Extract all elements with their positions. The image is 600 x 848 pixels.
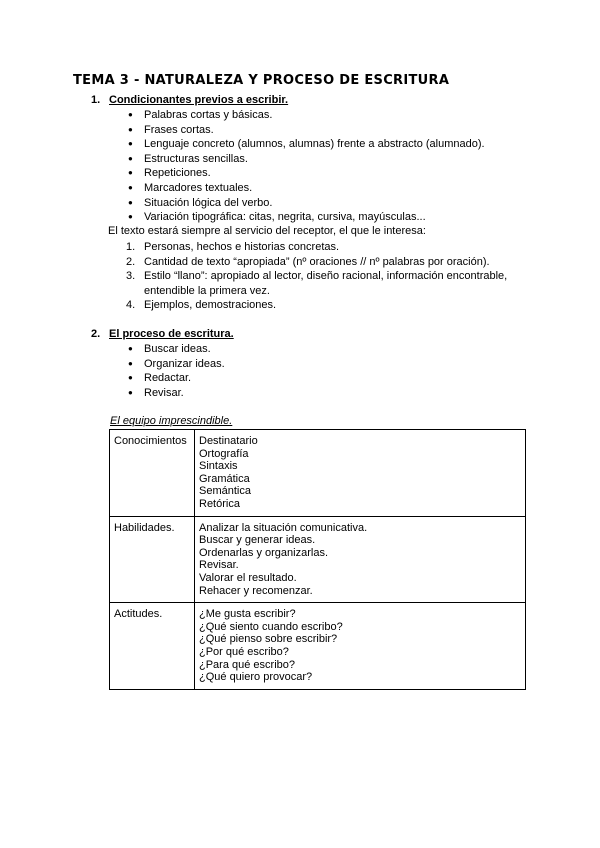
list-item: ● Organizar ideas. bbox=[128, 357, 225, 372]
equipment-table bbox=[109, 429, 526, 690]
item-number: 2. bbox=[126, 255, 136, 268]
section-1-title: Condicionantes previos a escribir. bbox=[109, 94, 289, 106]
section-2-bullet-list bbox=[128, 342, 225, 400]
list-item: ● Redactar. bbox=[128, 371, 225, 386]
table-row bbox=[110, 603, 526, 690]
item-number: 3. bbox=[126, 270, 136, 283]
section-1-number: 1. bbox=[91, 94, 101, 106]
section-1-intro: El texto estará siempre al servicio del receptor, el que le interesa: bbox=[108, 225, 426, 237]
list-item bbox=[126, 298, 526, 313]
row-items bbox=[195, 603, 526, 690]
cell-line: Buscar y generar ideas. bbox=[199, 534, 316, 547]
cell-line: ¿Qué siento cuando escribo? bbox=[199, 620, 343, 633]
section-2-number: 2. bbox=[91, 328, 101, 340]
row-items bbox=[195, 516, 526, 603]
list-item: ● Variación tipográfica: citas, negrita, cursiva, mayúsculas... bbox=[128, 210, 485, 225]
table-row bbox=[110, 430, 526, 517]
cell-line: ¿Qué quiero provocar? bbox=[199, 671, 313, 684]
cell-line: Sintaxis bbox=[199, 460, 238, 473]
section-1-numbered-list bbox=[126, 240, 526, 313]
table-caption: El equipo imprescindible. bbox=[110, 415, 233, 427]
cell-line: Destinatario bbox=[199, 435, 258, 447]
cell-line: Valorar el resultado. bbox=[199, 571, 297, 584]
cell-line: Ortografía bbox=[199, 447, 249, 460]
table-row bbox=[110, 516, 526, 603]
list-item bbox=[126, 255, 526, 270]
list-item: ● Palabras cortas y básicas. bbox=[128, 108, 485, 123]
cell-line: ¿Por qué escribo? bbox=[199, 645, 289, 658]
cell-line: ¿Qué pienso sobre escribir? bbox=[199, 633, 338, 646]
cell-line: Rehacer y recomenzar. bbox=[199, 584, 313, 597]
cell-line: ¿Para qué escribo? bbox=[199, 658, 295, 671]
item-number: 1. bbox=[126, 241, 136, 253]
cell-line: Retórica bbox=[199, 497, 240, 510]
item-number: 4. bbox=[126, 299, 136, 312]
list-item: ● Lenguaje concreto (alumnos, alumnas) frente a abstracto (alumnado). bbox=[128, 137, 485, 152]
cell-line: Analizar la situación comunicativa. bbox=[199, 521, 368, 534]
cell-line: ¿Me gusta escribir? bbox=[199, 608, 296, 621]
item-text: Ejemplos, demostraciones. bbox=[144, 299, 277, 312]
list-item: ● Frases cortas. bbox=[128, 123, 485, 138]
list-item: ● Estructuras sencillas. bbox=[128, 152, 485, 167]
list-item: ● Marcadores textuales. bbox=[128, 181, 485, 196]
list-item bbox=[126, 269, 526, 298]
list-item bbox=[126, 240, 526, 255]
list-item: ● Buscar ideas. bbox=[128, 342, 225, 357]
cell-line: Gramática bbox=[199, 472, 250, 485]
item-text: Personas, hechos e historias concretas. bbox=[144, 241, 340, 253]
list-item: ● Situación lógica del verbo. bbox=[128, 196, 485, 211]
list-item: ● Revisar. bbox=[128, 386, 225, 401]
item-text: Estilo “llano”: apropiado al lector, diseño racional, información encontrable, entendible la primera vez. bbox=[144, 270, 508, 297]
document-title: TEMA 3 - NATURALEZA Y PROCESO DE ESCRITURA bbox=[73, 73, 450, 88]
list-item: ● Repeticiones. bbox=[128, 166, 485, 181]
cell-line: Ordenarlas y organizarlas. bbox=[199, 546, 329, 559]
section-2-title: El proceso de escritura. bbox=[109, 328, 234, 340]
row-label: Actitudes. bbox=[110, 603, 195, 690]
row-items bbox=[195, 430, 526, 517]
row-label: Habilidades. bbox=[110, 516, 195, 603]
cell-line: Semántica bbox=[199, 485, 251, 498]
cell-line: Revisar. bbox=[199, 559, 239, 572]
section-1-bullet-list bbox=[128, 108, 485, 225]
row-label: Conocimientos bbox=[110, 430, 195, 517]
item-text: Cantidad de texto “apropiada” (nº oraciones // nº palabras por oración). bbox=[144, 255, 490, 268]
